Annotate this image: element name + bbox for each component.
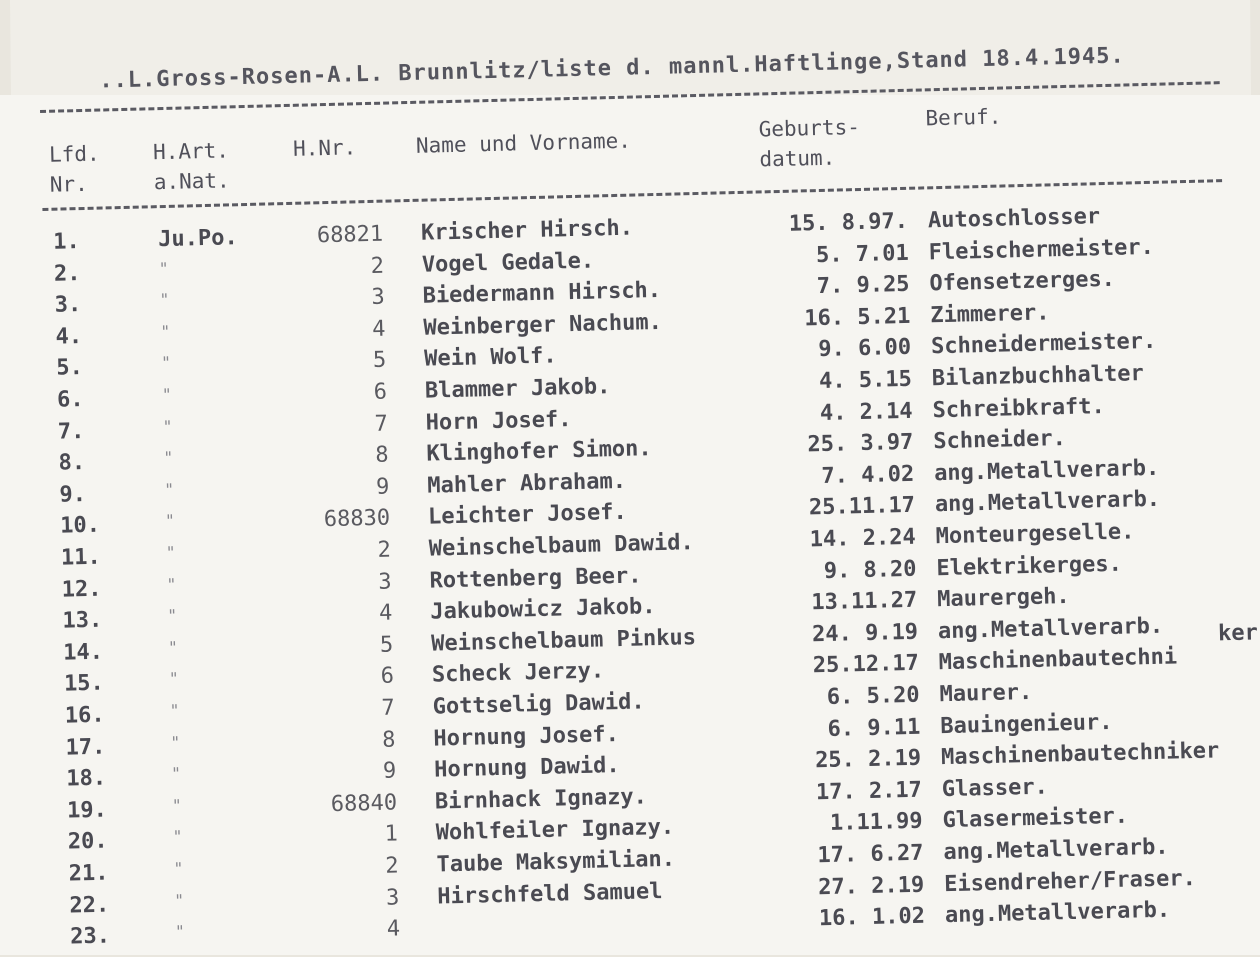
row-number: 14. xyxy=(62,639,104,666)
row-number: 4. xyxy=(55,323,83,350)
row-prisoner-number: 4 xyxy=(386,916,401,942)
row-birthdate: 17. 6.27 xyxy=(817,840,924,869)
row-number: 21. xyxy=(68,860,109,887)
row-prisoner-number: 2 xyxy=(377,537,392,563)
row-name: Vogel Gedale. xyxy=(421,248,595,278)
row-birthdate: 25.11.17 xyxy=(808,493,916,521)
row-profession: ang.Metallverarb. xyxy=(934,487,1161,518)
row-number: 17. xyxy=(65,734,106,761)
row-prisoner-number: 3 xyxy=(371,284,385,311)
row-nationality: " xyxy=(165,542,176,563)
row-name: Weinschelbaum Pinkus xyxy=(430,624,697,657)
row-profession: Schreibkraft. xyxy=(932,393,1106,423)
row-nationality: " xyxy=(169,700,180,721)
row-number: 3. xyxy=(54,292,82,318)
row-prisoner-number: 68821 xyxy=(316,221,384,249)
row-birthdate: 13.11.27 xyxy=(811,587,918,616)
row-prisoner-number: 7 xyxy=(374,411,389,437)
row-prisoner-number: 68830 xyxy=(323,505,391,533)
row-name: Jakubowicz Jakob. xyxy=(430,594,656,625)
row-nationality: " xyxy=(161,384,172,405)
row-prisoner-number: 9 xyxy=(375,474,390,500)
row-nationality: " xyxy=(158,258,169,278)
row-name: Scheck Jerzy. xyxy=(431,658,605,688)
row-profession: Elektrikerges. xyxy=(936,551,1123,581)
row-nationality: " xyxy=(168,669,179,689)
row-number: 20. xyxy=(67,828,108,855)
row-number: 8. xyxy=(58,450,86,476)
row-birthdate: 14. 2.24 xyxy=(809,524,917,553)
overflow-text: ker xyxy=(1217,620,1259,647)
row-birthdate: 16. 1.02 xyxy=(818,903,926,932)
row-prisoner-number: 2 xyxy=(370,253,385,279)
row-prisoner-number: 6 xyxy=(373,379,388,405)
row-nationality: " xyxy=(160,353,172,373)
row-name: Weinberger Nachum. xyxy=(423,309,663,341)
row-nationality: " xyxy=(167,605,178,626)
row-profession: ang.Metallverarb. xyxy=(944,897,1171,929)
row-profession: Eisendreher/Fraser. xyxy=(943,865,1197,897)
row-name: Klinghofer Simon. xyxy=(426,436,652,467)
row-prisoner-number: 7 xyxy=(381,695,396,721)
row-number: 9. xyxy=(59,481,87,508)
row-birthdate: 7. 4.02 xyxy=(821,461,915,489)
row-profession: ang.Metallverarb. xyxy=(937,613,1164,645)
row-name: Weinschelbaum Dawid. xyxy=(428,530,694,562)
row-profession: Maurer. xyxy=(939,679,1033,708)
row-name: Wein Wolf. xyxy=(423,343,557,373)
row-birthdate: 16. 5.21 xyxy=(804,303,911,332)
row-profession: Ofensetzerges. xyxy=(929,266,1116,297)
row-profession: Bilanzbuchhalter xyxy=(931,361,1144,392)
row-nationality: " xyxy=(159,290,170,310)
row-number: 16. xyxy=(64,702,105,729)
row-nationality: " xyxy=(171,763,182,784)
header-lfd-nr: Lfd. Nr. xyxy=(48,141,100,197)
row-nationality: " xyxy=(160,321,171,341)
row-prisoner-number: 5 xyxy=(372,348,387,374)
row-number: 10. xyxy=(59,513,101,540)
row-name: Taube Maksymilian. xyxy=(436,846,676,878)
row-nationality: " xyxy=(174,890,185,910)
row-birthdate: 25. 3.97 xyxy=(807,429,914,458)
row-number: 11. xyxy=(60,544,101,571)
row-nationality: " xyxy=(172,827,183,847)
row-birthdate: 5. 7.01 xyxy=(815,240,910,268)
row-birthdate: 9. 8.20 xyxy=(823,556,917,584)
row-profession: ang.Metallverarb. xyxy=(943,834,1169,866)
row-profession: Bauingenieur. xyxy=(940,709,1113,739)
row-name: Horn Josef. xyxy=(425,406,572,436)
row-profession: Fleischermeister. xyxy=(928,234,1155,265)
row-prisoner-number: 3 xyxy=(385,885,400,911)
row-nationality: " xyxy=(166,574,177,594)
row-profession: Autoschlosser xyxy=(927,204,1101,234)
header-h-nr: H.Nr. xyxy=(292,135,357,161)
row-number: 18. xyxy=(66,765,107,792)
row-nationality: " xyxy=(170,732,181,752)
row-profession: Monteurgeselle. xyxy=(935,519,1135,550)
row-profession: ang.Metallverarb. xyxy=(933,455,1160,487)
row-prisoner-number: 8 xyxy=(374,442,389,469)
row-nationality: " xyxy=(162,416,173,436)
row-prisoner-number: 8 xyxy=(381,727,396,753)
row-prisoner-number: 4 xyxy=(378,600,393,627)
row-number: 6. xyxy=(56,387,84,413)
row-number: 13. xyxy=(62,607,103,634)
row-profession: Maschinenbautechni xyxy=(938,644,1178,676)
row-prisoner-number: 5 xyxy=(379,632,394,658)
row-profession: Maurergeh. xyxy=(936,584,1070,613)
row-number: 5. xyxy=(56,355,84,382)
row-name: Rottenberg Beer. xyxy=(429,563,642,594)
row-number: 7. xyxy=(57,418,85,445)
row-profession: Maschinenbautechniker xyxy=(940,738,1220,771)
document-title: ..L.Gross-Rosen-A.L. Brunnlitz/liste d. mannl.Haftlinge,Stand 18.4.1945. xyxy=(99,43,1125,94)
row-name: Biedermann Hirsch. xyxy=(422,278,662,309)
row-nationality: " xyxy=(173,858,184,878)
row-birthdate: 6. 5.20 xyxy=(826,682,920,710)
row-profession: Zimmerer. xyxy=(929,300,1050,329)
row-name: Krischer Hirsch. xyxy=(420,215,634,246)
row-birthdate: 25. 2.19 xyxy=(814,745,922,774)
row-profession: Schneidermeister. xyxy=(930,329,1157,360)
row-birthdate: 1.11.99 xyxy=(829,809,923,837)
row-prisoner-number: 4 xyxy=(371,316,386,342)
row-prisoner-number: 6 xyxy=(380,663,395,690)
row-name: Gottselig Dawid. xyxy=(432,689,645,720)
row-nationality: " xyxy=(174,921,185,942)
row-birthdate: 25.12.17 xyxy=(812,651,920,679)
row-birthdate: 24. 9.19 xyxy=(811,619,919,648)
row-birthdate: 4. 5.15 xyxy=(818,366,913,395)
row-name: Hornung Dawid. xyxy=(433,753,620,783)
row-birthdate: 4. 2.14 xyxy=(819,398,913,426)
row-birthdate: 17. 2.17 xyxy=(815,777,923,806)
row-nationality: " xyxy=(164,479,175,499)
header-beruf: Beruf. xyxy=(925,104,1002,131)
row-birthdate: 7. 9.25 xyxy=(816,271,910,300)
row-name: Blammer Jakob. xyxy=(424,374,611,404)
row-prisoner-number: 2 xyxy=(385,853,399,879)
row-name: Birnhack Ignazy. xyxy=(434,784,648,815)
row-nationality: " xyxy=(164,511,175,531)
row-nationality: " xyxy=(163,448,174,468)
row-number: 23. xyxy=(69,923,111,950)
header-geburtsdatum: Geburts- datum. xyxy=(758,114,861,172)
row-profession: Glasermeister. xyxy=(942,804,1129,834)
row-number: 15. xyxy=(63,671,105,697)
row-birthdate: 9. 6.00 xyxy=(818,335,912,363)
row-name: Mahler Abraham. xyxy=(426,468,627,499)
row-prisoner-number: 68840 xyxy=(330,790,398,817)
header-name: Name und Vorname. xyxy=(415,128,632,158)
row-name: Hornung Josef. xyxy=(433,721,620,752)
row-prisoner-number: 9 xyxy=(382,758,397,785)
row-birthdate: 27. 2.19 xyxy=(817,872,925,900)
row-nationality: " xyxy=(171,795,182,815)
row-name: Wohlfeiler Ignazy. xyxy=(435,815,675,846)
row-number: 19. xyxy=(66,797,108,824)
row-nationality: Ju.Po. xyxy=(157,225,238,253)
row-number: 12. xyxy=(61,576,102,603)
row-name: Leichter Josef. xyxy=(427,500,628,531)
row-prisoner-number: 3 xyxy=(378,569,392,595)
row-name: Hirschfeld Samuel xyxy=(437,878,663,910)
row-number: 2. xyxy=(53,260,81,287)
row-number: 1. xyxy=(52,229,81,255)
row-birthdate: 6. 9.11 xyxy=(827,714,921,742)
row-nationality: " xyxy=(167,637,179,657)
row-prisoner-number: 1 xyxy=(384,821,399,848)
row-birthdate: 15. 8.97. xyxy=(788,208,909,237)
row-profession: Glasser. xyxy=(941,774,1049,802)
header-h-art: H.Art. a.Nat. xyxy=(152,138,230,195)
row-profession: Schneider. xyxy=(933,426,1067,455)
row-number: 22. xyxy=(69,892,110,919)
